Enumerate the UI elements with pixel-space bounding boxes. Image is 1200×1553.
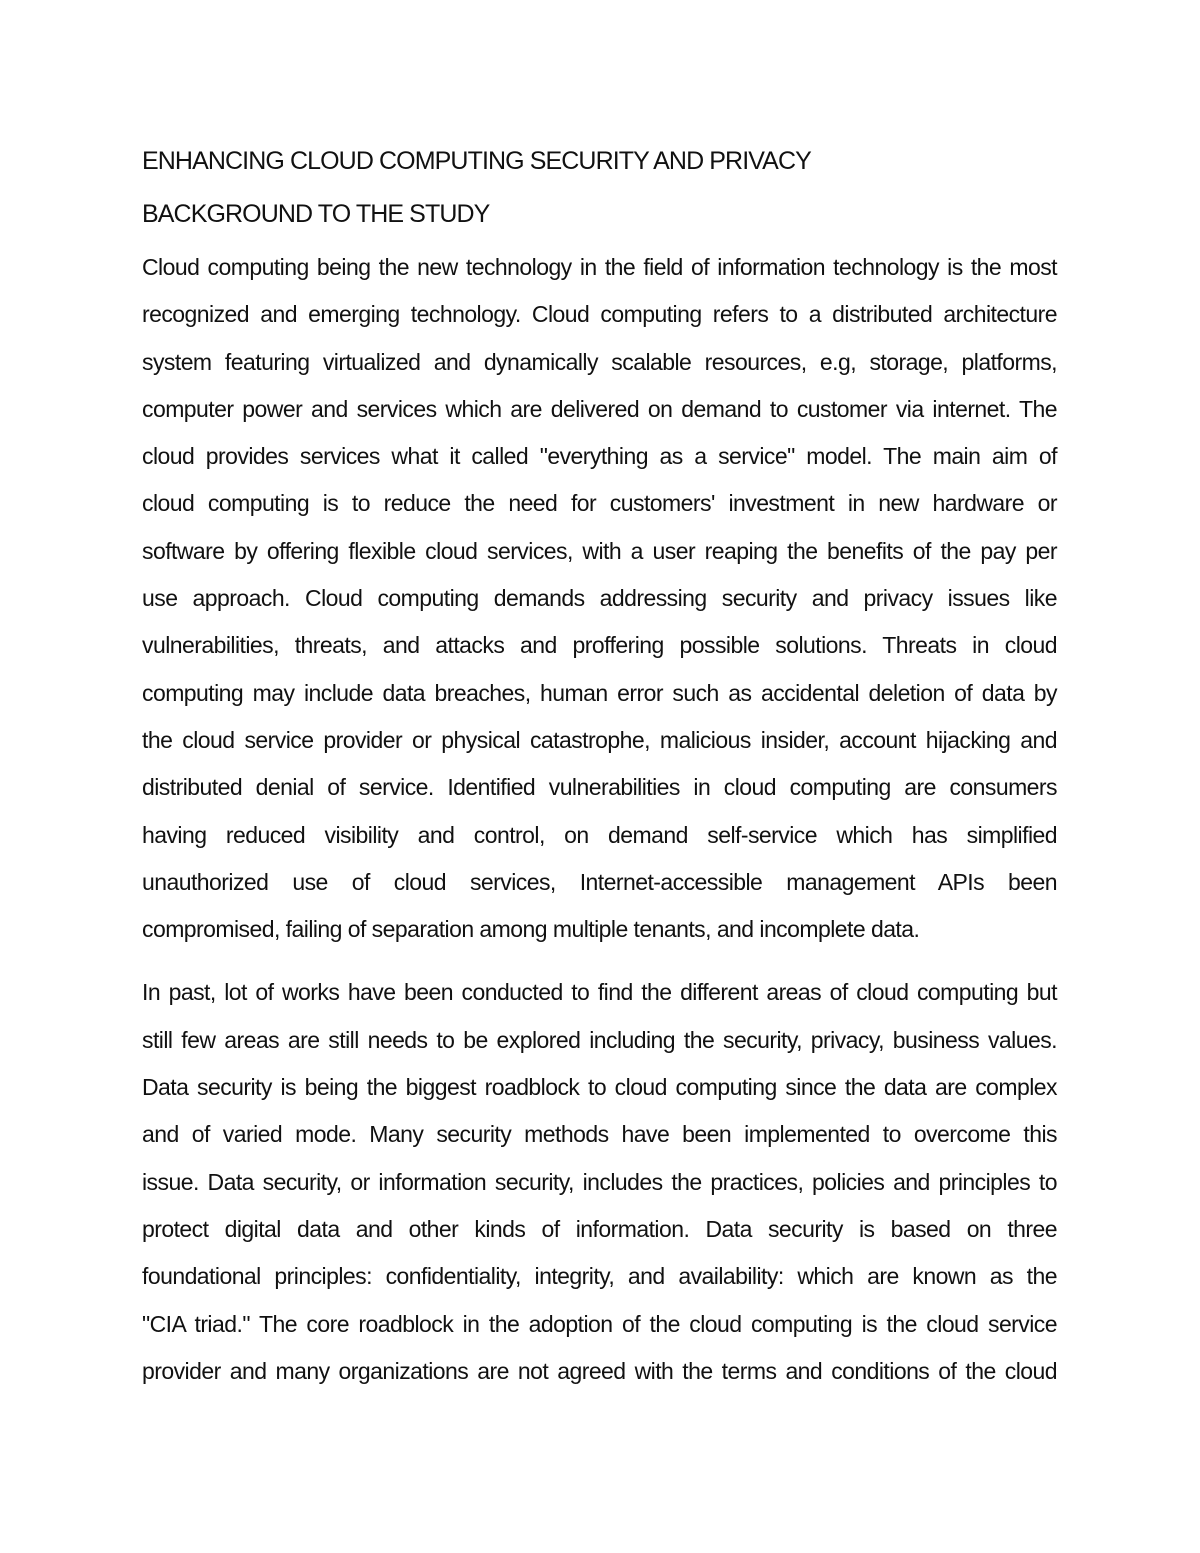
paragraph-line: "CIA triad." The core roadblock in the adoption of the cloud computing is the cloud service bbox=[142, 1310, 1057, 1337]
paragraph-line: having reduced visibility and control, on demand self-service which has simplified bbox=[142, 821, 1057, 848]
paragraph-line: protect digital data and other kinds of information. Data security is based on three bbox=[142, 1215, 1057, 1242]
document-body bbox=[142, 140, 1057, 1395]
paragraph-line: provider and many organizations are not agreed with the terms and conditions of the cloud bbox=[142, 1357, 1057, 1384]
paragraph-line: vulnerabilities, threats, and attacks and proffering possible solutions. Threats in cloud bbox=[142, 632, 1057, 659]
paragraph-1 bbox=[142, 244, 1057, 953]
paragraph-line: the cloud service provider or physical catastrophe, malicious insider, account hijacking and bbox=[142, 726, 1057, 753]
section-heading: BACKGROUND TO THE STUDY bbox=[142, 200, 490, 228]
paragraph-line: compromised, failing of separation among multiple tenants, and incomplete data. bbox=[142, 916, 920, 943]
paragraph-line: computer power and services which are delivered on demand to customer via internet. The bbox=[142, 395, 1057, 422]
paragraph-line: still few areas are still needs to be explored including the security, privacy, business values. bbox=[142, 1026, 1057, 1053]
paragraph-line: system featuring virtualized and dynamically scalable resources, e.g, storage, platforms, bbox=[142, 348, 1057, 375]
paragraph-line: use approach. Cloud computing demands addressing security and privacy issues like bbox=[142, 585, 1057, 612]
paragraph-line: cloud computing is to reduce the need for customers' investment in new hardware or bbox=[142, 490, 1057, 517]
paragraph-line: unauthorized use of cloud services, Internet-accessible management APIs been bbox=[142, 868, 1057, 895]
paragraph-line: recognized and emerging technology. Cloud computing refers to a distributed architecture bbox=[142, 301, 1057, 328]
paragraph-line: cloud provides services what it called "everything as a service" model. The main aim of bbox=[142, 443, 1057, 470]
paragraph-line: Cloud computing being the new technology in the field of information technology is the most bbox=[142, 254, 1057, 280]
paragraph-line: computing may include data breaches, human error such as accidental deletion of data by bbox=[142, 679, 1057, 706]
paragraph-line: and of varied mode. Many security methods have been implemented to overcome this bbox=[142, 1121, 1057, 1148]
paragraph-2 bbox=[142, 969, 1057, 1395]
paragraph-line: Data security is being the biggest roadblock to cloud computing since the data are complex bbox=[142, 1074, 1057, 1101]
document-title: ENHANCING CLOUD COMPUTING SECURITY AND PRIVACY bbox=[142, 147, 811, 175]
paragraph-line: foundational principles: confidentiality, integrity, and availability: which are known as the bbox=[142, 1263, 1057, 1290]
paragraph-line: software by offering flexible cloud services, with a user reaping the benefits of the pay per bbox=[142, 537, 1057, 564]
paragraph-line: issue. Data security, or information security, includes the practices, policies and principles to bbox=[142, 1168, 1057, 1195]
paragraph-line: In past, lot of works have been conducted to find the different areas of cloud computing but bbox=[142, 979, 1057, 1006]
paragraph-line: distributed denial of service. Identified vulnerabilities in cloud computing are consumers bbox=[142, 774, 1057, 801]
